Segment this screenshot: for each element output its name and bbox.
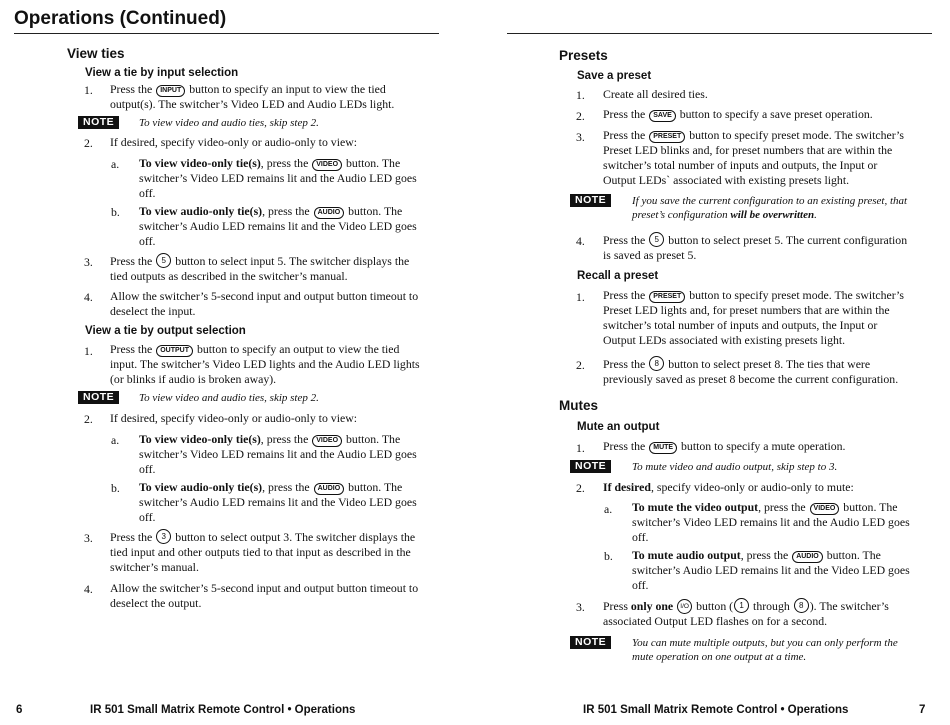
note-badge: NOTE: [570, 194, 611, 207]
step-number: 3.: [84, 531, 93, 545]
step-number: 1.: [576, 290, 585, 304]
substep-letter: a.: [111, 433, 120, 447]
title-rule: [14, 33, 439, 34]
step-text: Press the OUTPUT button to specify an output to view the tied input. The switcher’s Video LED lights and the Audio LED lights (or blinks if audio is broken away).: [110, 342, 420, 386]
number-5-button-icon: 5: [156, 253, 171, 268]
substep-text: To view audio-only tie(s), press the AUDIO button. The switcher’s Audio LED remains lit and the Video LED goes off.: [139, 480, 417, 524]
step-number: 1.: [576, 441, 585, 455]
step-text: Press the 3 button to select output 3. The switcher displays the tied input and other outputs tied to that input as described in the switcher’s manual.: [110, 530, 416, 574]
mute-button-icon: MUTE: [649, 442, 677, 454]
step-number: 3.: [576, 600, 585, 614]
heading-view-ties: View ties: [67, 46, 125, 61]
step-number: 2.: [576, 358, 585, 372]
step-text: Press the MUTE button to specify a mute operation.: [603, 439, 846, 453]
step-number: 3.: [576, 130, 585, 144]
step-number: 2.: [84, 136, 93, 150]
save-button-icon: SAVE: [649, 110, 676, 122]
number-8-button-icon: 8: [649, 356, 664, 371]
step-number: 4.: [576, 234, 585, 248]
subheading-recall-preset: Recall a preset: [577, 270, 659, 282]
step-text: Press the 8 button to select preset 8. The ties that were previously saved as preset 8 become the current configuration.: [603, 357, 899, 386]
step-text: Press the PRESET button to specify preset mode. The switcher’s Preset LED blinks and, for preset numbers that are within the switcher’s total number of inputs and outputs, the Input or Output LEDs` associated with existing presets light.: [603, 128, 905, 187]
step-number: 2.: [84, 412, 93, 426]
step-text: Create all desired ties.: [603, 87, 708, 101]
step-number: 4.: [84, 582, 93, 596]
substep-text: To mute the video output, press the VIDEO button. The switcher’s Video LED remains lit and the Audio LED goes off.: [632, 500, 910, 544]
input-button-icon: INPUT: [156, 85, 185, 97]
substep-text: To view audio-only tie(s), press the AUDIO button. The switcher’s Audio LED remains lit and the Video LED goes off.: [139, 204, 417, 248]
number-8-button-icon: 8: [794, 598, 809, 613]
subheading-input-selection: View a tie by input selection: [85, 67, 239, 79]
step-number: 2.: [576, 481, 585, 495]
note-text: To view video and audio ties, skip step 2.: [139, 392, 319, 404]
step-text: Allow the switcher’s 5-second input and output button timeout to deselect the input.: [110, 289, 419, 318]
audio-button-icon: AUDIO: [314, 483, 345, 495]
substep-letter: a.: [604, 502, 613, 516]
number-1-button-icon: 1: [734, 598, 749, 613]
step-text: If desired, specify video-only or audio-only to mute:: [603, 480, 854, 494]
heading-presets: Presets: [559, 48, 608, 63]
step-text: Press the INPUT button to specify an input to view the tied output(s). The switcher’s Video LED and Audio LEDs light.: [110, 82, 395, 111]
header-rule: [507, 33, 932, 34]
step-number: 1.: [84, 344, 93, 358]
video-button-icon: VIDEO: [810, 503, 840, 515]
note-badge: NOTE: [570, 460, 611, 473]
step-text: If desired, specify video-only or audio-only to view:: [110, 411, 358, 425]
io-button-icon: I/O: [677, 599, 692, 614]
page-title: Operations (Continued): [14, 8, 227, 29]
footer-title: IR 501 Small Matrix Remote Control • Operations: [583, 704, 849, 716]
substep-letter: b.: [111, 481, 120, 495]
step-text: If desired, specify video-only or audio-only to view:: [110, 135, 358, 149]
step-number: 1.: [84, 83, 93, 97]
step-text: Press only one I/O button ( 1 through 8 ). The switcher’s associated Output LED flashes on for a second.: [603, 599, 889, 628]
page-number: 6: [16, 704, 23, 716]
substep-text: To view video-only tie(s), press the VIDEO button. The switcher’s Video LED remains lit and the Audio LED goes off.: [139, 432, 417, 476]
audio-button-icon: AUDIO: [792, 551, 823, 563]
note-text: You can mute multiple outputs, but you can only perform the mute operation on one output at a time.: [632, 637, 898, 663]
page-number: 7: [919, 704, 926, 716]
note-text: To view video and audio ties, skip step 2.: [139, 117, 319, 129]
video-button-icon: VIDEO: [312, 435, 342, 447]
heading-mutes: Mutes: [559, 398, 599, 413]
preset-button-icon: PRESET: [649, 131, 685, 143]
step-text: Allow the switcher’s 5-second input and output button timeout to deselect the output.: [110, 581, 419, 610]
number-5-button-icon: 5: [649, 232, 664, 247]
step-text: Press the SAVE button to specify a save preset operation.: [603, 107, 873, 121]
note-badge: NOTE: [570, 636, 611, 649]
subheading-mute-output: Mute an output: [577, 421, 660, 433]
step-number: 2.: [576, 109, 585, 123]
step-number: 3.: [84, 255, 93, 269]
step-text: Press the 5 button to select preset 5. The current configuration is saved as preset 5.: [603, 233, 908, 262]
preset-button-icon: PRESET: [649, 291, 685, 303]
step-number: 1.: [576, 88, 585, 102]
footer-title: IR 501 Small Matrix Remote Control • Operations: [90, 704, 356, 716]
note-text: If you save the current configuration to an existing preset, that preset’s configuration will be overwritten.: [632, 195, 908, 221]
step-text: Press the PRESET button to specify preset mode. The switcher’s Preset LED lights and, for preset numbers that are within the switcher’s total number of inputs and outputs, the Input or Output LEDs associated with existing presets light.: [603, 288, 905, 347]
substep-text: To mute audio output, press the AUDIO button. The switcher’s Audio LED remains lit and the Video LED goes off.: [632, 548, 910, 592]
output-button-icon: OUTPUT: [156, 345, 193, 357]
substep-letter: b.: [604, 549, 613, 563]
audio-button-icon: AUDIO: [314, 207, 345, 219]
number-3-button-icon: 3: [156, 529, 171, 544]
step-number: 4.: [84, 290, 93, 304]
subheading-save-preset: Save a preset: [577, 70, 652, 82]
substep-letter: b.: [111, 205, 120, 219]
subheading-output-selection: View a tie by output selection: [85, 325, 246, 337]
step-text: Press the 5 button to select input 5. The switcher displays the tied outputs as described in the switcher’s manual.: [110, 254, 410, 283]
note-text: To mute video and audio output, skip step to 3.: [632, 461, 838, 473]
substep-letter: a.: [111, 157, 120, 171]
note-badge: NOTE: [78, 116, 119, 129]
note-badge: NOTE: [78, 391, 119, 404]
video-button-icon: VIDEO: [312, 159, 342, 171]
substep-text: To view video-only tie(s), press the VIDEO button. The switcher’s Video LED remains lit and the Audio LED goes off.: [139, 156, 417, 200]
